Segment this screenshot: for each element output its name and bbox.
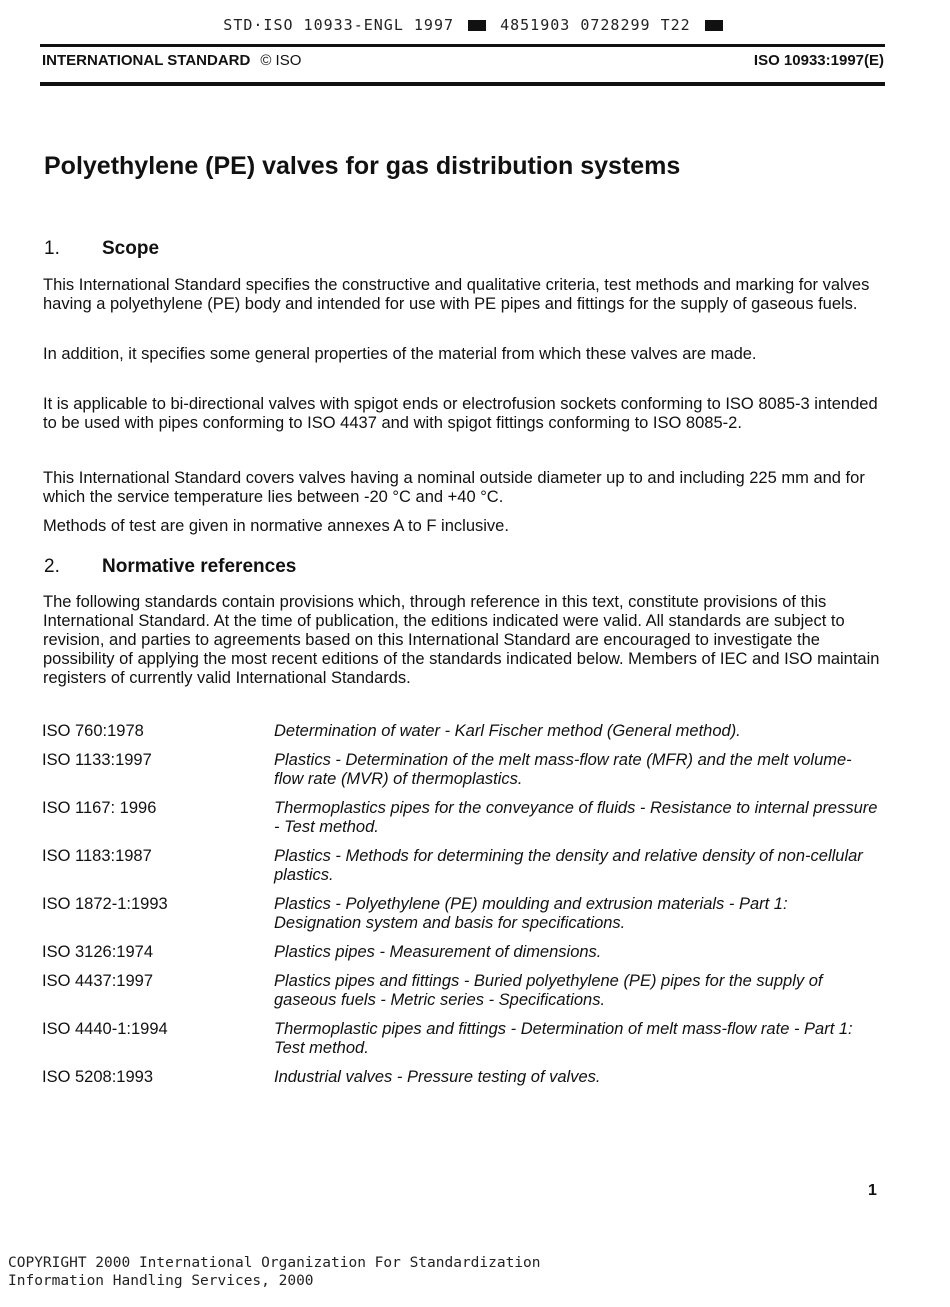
header-copyright: © ISO bbox=[260, 52, 302, 69]
scope-paragraph: In addition, it specifies some general properties of the material from which these valves are made. bbox=[43, 345, 757, 363]
reference-list bbox=[42, 722, 884, 1097]
reference-code: ISO 5208:1993 bbox=[42, 1068, 154, 1086]
reference-item bbox=[42, 972, 884, 1010]
scan-header-id: STD·ISO 10933-ENGL 1997 bbox=[223, 16, 455, 34]
section-heading-scope bbox=[44, 238, 159, 260]
header-rule-top bbox=[40, 44, 885, 47]
reference-title: Plastics - Methods for determining the density and relative density of non-cellular plastics. bbox=[274, 847, 863, 884]
section-title: Scope bbox=[102, 238, 160, 259]
page-title: Polyethylene (PE) valves for gas distribution systems bbox=[44, 152, 681, 180]
reference-title: Plastics - Polyethylene (PE) moulding and extrusion materials - Part 1: Designation system and basis for specifications. bbox=[274, 895, 788, 932]
reference-item bbox=[42, 895, 884, 933]
black-marker bbox=[705, 20, 723, 31]
normative-intro: The following standards contain provisions which, through reference in this text, constitute provisions of this International Standard. At the time of publication, the editions indicated were valid. All standards are subject to revision, and parties to agreements based on this International Standard are encouraged to investigate the possibility of applying the most recent editions of the standards indicated below. Members of IEC and ISO maintain registers of currently valid International Standards. bbox=[43, 593, 880, 687]
reference-title: Thermoplastics pipes for the conveyance of fluids - Resistance to internal pressure - Test method. bbox=[274, 799, 878, 836]
header-doc-number: ISO 10933:1997(E) bbox=[753, 52, 884, 69]
scope-paragraph: It is applicable to bi-directional valves with spigot ends or electrofusion sockets conforming to ISO 8085-3 intended to be used with pipes conforming to ISO 4437 and with spigot fittings conforming to ISO 8085-2. bbox=[43, 395, 878, 432]
reference-code: ISO 1183:1987 bbox=[42, 847, 152, 865]
reference-title: Thermoplastic pipes and fittings - Determination of melt mass-flow rate - Part 1: Test method. bbox=[274, 1020, 853, 1057]
black-marker bbox=[468, 20, 486, 31]
reference-title: Industrial valves - Pressure testing of valves. bbox=[274, 1068, 601, 1086]
reference-item bbox=[42, 847, 884, 885]
scope-paragraph: This International Standard covers valves having a nominal outside diameter up to and including 225 mm and for which the service temperature lies between -20 °C and +40 °C. bbox=[43, 469, 865, 506]
section-heading-normative-references bbox=[44, 556, 296, 578]
reference-item bbox=[42, 943, 884, 962]
footer-line: COPYRIGHT 2000 International Organization For Standardization bbox=[8, 1255, 541, 1271]
reference-code: ISO 1133:1997 bbox=[42, 751, 152, 769]
reference-code: ISO 1872-1:1993 bbox=[42, 895, 168, 913]
reference-code: ISO 1167: 1996 bbox=[42, 799, 157, 817]
reference-item bbox=[42, 1068, 884, 1087]
reference-code: ISO 760:1978 bbox=[42, 722, 144, 740]
header-standard-label: INTERNATIONAL STANDARD bbox=[42, 52, 251, 69]
scan-header bbox=[0, 16, 950, 34]
section-number: 1. bbox=[44, 238, 60, 259]
section-title: Normative references bbox=[102, 556, 297, 577]
scope-paragraph: Methods of test are given in normative annexes A to F inclusive. bbox=[43, 517, 509, 535]
reference-title: Determination of water - Karl Fischer method (General method). bbox=[274, 722, 741, 740]
reference-code: ISO 3126:1974 bbox=[42, 943, 154, 961]
reference-item bbox=[42, 751, 884, 789]
copyright-footer bbox=[8, 1254, 541, 1290]
header-rule-bottom bbox=[40, 82, 885, 86]
running-header bbox=[42, 52, 884, 69]
header-left bbox=[42, 52, 301, 69]
reference-item bbox=[42, 722, 884, 741]
reference-item bbox=[42, 799, 884, 837]
reference-title: Plastics pipes and fittings - Buried polyethylene (PE) pipes for the supply of gaseous fuels - Metric series - Specifications. bbox=[274, 972, 823, 1009]
reference-title: Plastics pipes - Measurement of dimensions. bbox=[274, 943, 602, 961]
reference-code: ISO 4437:1997 bbox=[42, 972, 154, 990]
footer-line: Information Handling Services, 2000 bbox=[8, 1273, 314, 1289]
section-number: 2. bbox=[44, 556, 60, 577]
reference-code: ISO 4440-1:1994 bbox=[42, 1020, 168, 1038]
reference-item bbox=[42, 1020, 884, 1058]
scan-header-code: 4851903 0728299 T22 bbox=[500, 16, 691, 34]
scope-paragraph: This International Standard specifies the constructive and qualitative criteria, test methods and marking for valves having a polyethylene (PE) body and intended for use with PE pipes and fittings for the supply of gaseous fuels. bbox=[43, 276, 870, 313]
reference-title: Plastics - Determination of the melt mass-flow rate (MFR) and the melt volume-flow rate (MVR) of thermoplastics. bbox=[274, 751, 852, 788]
page-number: 1 bbox=[868, 1182, 877, 1199]
